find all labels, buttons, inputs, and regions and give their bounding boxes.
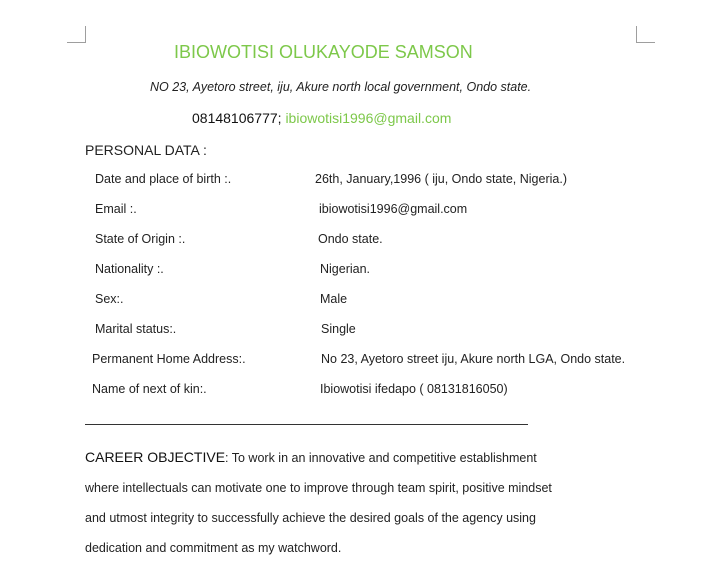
career-objective [85, 442, 555, 563]
row-value: Single [321, 322, 356, 336]
email-link[interactable]: ibiowotisi1996@gmail.com [285, 110, 452, 126]
contact-separator: ; [277, 110, 286, 126]
row-label: Marital status:. [95, 322, 177, 336]
page-corner-mark-right [636, 26, 655, 43]
row-label: Name of next of kin:. [92, 382, 207, 396]
row-value: Male [320, 292, 348, 306]
page-corner-mark-left [67, 26, 86, 43]
row-value: 26th, January,1996 ( iju, Ondo state, Nigeria.) [315, 172, 567, 186]
row-label: Email :. [95, 202, 137, 216]
row-value: ibiowotisi1996@gmail.com [319, 202, 468, 216]
row-value: Ibiowotisi ifedapo ( 08131816050) [320, 382, 508, 396]
career-heading: CAREER OBJECTIVE [85, 449, 226, 465]
row-value: Ondo state. [318, 232, 383, 246]
row-label: State of Origin :. [95, 232, 186, 246]
row-label: Nationality :. [95, 262, 164, 276]
section-divider [85, 424, 528, 425]
row-value: Nigerian. [320, 262, 371, 276]
career-text: : To work in an innovative and competitive establishment where intellectuals can motivate one to improve through team spirit, positive mindset and utmost integrity to successfully achieve the desired goals of the agency using dedication and commitment as my watchword. [85, 451, 552, 555]
resume-address: NO 23, Ayetoro street, iju, Akure north local government, Ondo state. [150, 80, 532, 94]
row-value: No 23, Ayetoro street iju, Akure north LGA, Ondo state. [321, 352, 626, 366]
row-label: Sex:. [95, 292, 124, 306]
resume-name: IBIOWOTISI OLUKAYODE SAMSON [174, 42, 473, 62]
phone-number: 08148106777 [192, 110, 278, 126]
row-label: Permanent Home Address:. [92, 352, 246, 366]
personal-data-title: PERSONAL DATA : [85, 142, 207, 158]
contact-line [192, 110, 451, 126]
row-label: Date and place of birth :. [95, 172, 232, 186]
